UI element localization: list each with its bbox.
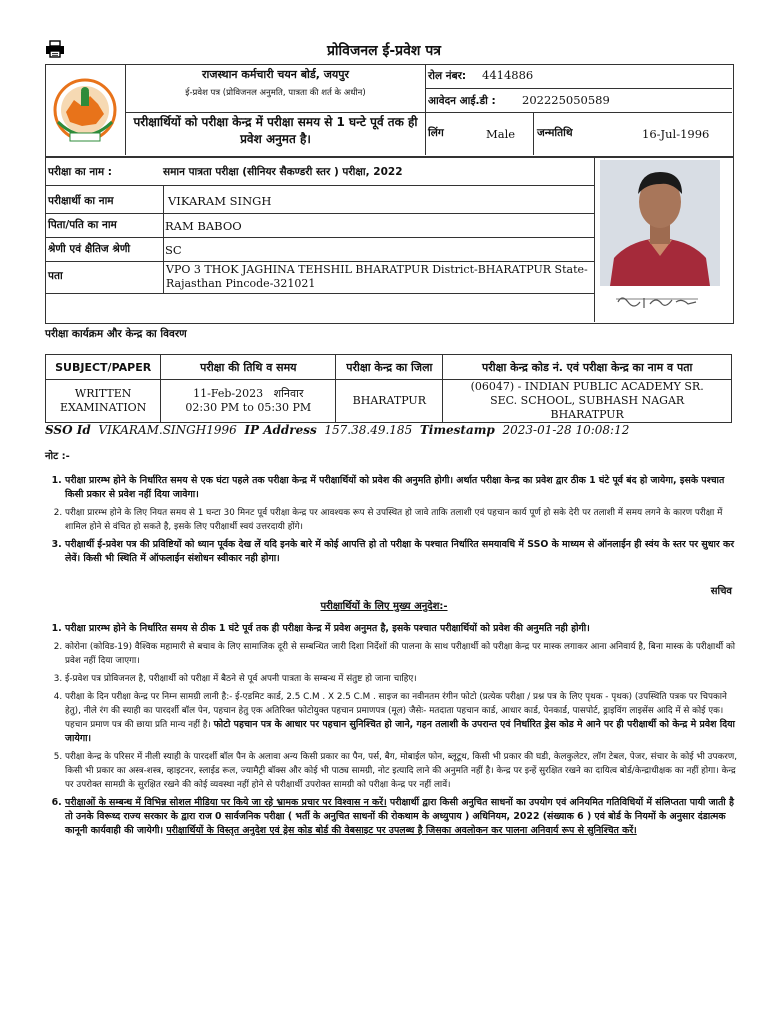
category-label: श्रेणी एवं क्षैतिज श्रेणी — [48, 243, 131, 255]
application-value: 202225050589 — [522, 93, 610, 107]
instruction-item: 5. परीक्षा केन्द्र के परिसर में नीली स्याही के पारदर्शी बॉल पैन के अलावा अन्य किसी प्रकार का पैन, पर्स, बैग, मोबाईल फोन, ब्लूटूथ, किसी भी प्रकार की घडी, केलकुलेटर, लॉग टेबल, पेजर, संचार के कोई भी उपकरण, किसी भी प्रकार का अस्त्र-शस्त्र, व्हाइटनर, स्लाईड रूल, ज्यामैट्री बॉक्स और कोई भी पाठ्य सामग्री, नोट इत्यादि लाने की अनुमति नहीं है। केन्द्र पर इन्हें सुरक्षित रखने का दायित्व बोर्ड/केन्द्राधीक्षक का नहीं होगा। केन्द्र पर उपरोक्त सामग्री के सुरक्षित रखने की कोई व्यवस्था नहीं होने से परीक्षार्थी उपरोक्त सामग्री को परीक्षा केन्द्र पर नहीं लावें। — [65, 750, 737, 792]
candidate-photo — [600, 160, 720, 286]
instruction-item: 2. कोरोना (कोविड-19) वैश्विक महामारी से बचाव के लिए सामाजिक दूरी से सम्बन्धित जारी दिशा निर्देशों की पालना के साथ परीक्षार्थी को परीक्षा केन्द्र पर मास्क लगाकर आना अनिवार्य है, बिना मास्क के परीक्षार्थी को प्रवेश नहीं दिया जाएगा। — [65, 640, 737, 668]
address-value: VPO 3 THOK JAGHINA TEHSHIL BHARATPUR District-BHARATPUR State-Rajasthan Pincode-321021 — [166, 263, 588, 290]
sso-label: SSO Id — [45, 423, 91, 437]
entry-notice: परीक्षार्थियों को परीक्षा केन्द्र में परीक्षा समय से 1 घन्टे पूर्व तक ही प्रवेश अनुमत है। — [133, 115, 418, 146]
candidate-signature — [600, 290, 720, 320]
subject-cell: WRITTEN EXAMINATION — [46, 380, 161, 423]
signature-title: सचिव — [710, 586, 732, 597]
session-info — [45, 423, 629, 437]
table-row — [46, 380, 732, 423]
candidate-name-value: VIKARAM SINGH — [168, 194, 272, 208]
instruction-item: 1. परीक्षा प्रारम्भ होने के निर्धारित समय से ठीक 1 घंटे पूर्व तक ही परीक्षा केन्द्र में प्रवेश अनुमत है, इसके पश्चात परीक्षार्थियों को प्रवेश की अनुमति नही होगी। — [65, 622, 737, 636]
notes-list — [47, 474, 737, 570]
exam-value: समान पात्रता परीक्षा (सीनियर सैकण्डरी स्तर ) परीक्षा, 2022 — [163, 166, 403, 178]
instructions-list — [47, 622, 737, 842]
instruction-item4-bold: फोटो पहचान पत्र के आधार पर पहचान सुनिश्चित हो जाने, गहन तलाशी के उपरान्त एवं निर्धारित ड्रेस कोड मे आने पर ही परीक्षार्थी को केन्द्र मे प्रवेश दिया जायेगा। — [65, 719, 735, 744]
ip-value: 157.38.49.185 — [324, 423, 413, 437]
father-name-value: RAM BABOO — [165, 219, 242, 233]
instruction-item4-text: परीक्षा के दिन परीक्षा केन्द्र पर निम्न सामग्री लानी है:- ई-एडमिट कार्ड, 2.5 C.M . X 2.5 C.M . साइज का नवीनतम रंगीन फोटो (प्रत्येक परीक्षा / प्रश्न पत्र के लिए पृथक - पृथक) (उपस्थिति पत्रक पर चिपकाने हेतु), नीले रंग की स्याही का पारदर्शी बॉल पेन, पहचान हेतु एक अतिरिक्त फोटोयुक्त पहचान प्रमाणपत्र (मूल) जैसेः- मतदाता पहचान कार्ड, आधार कार्ड, पेनकार्ड, पासपोर्ट, ड्राइविंग लाइसेंस आदि में से कोई एक। पहचान प्रमाण पत्र की छाया प्रति मान्य नहीं है। — [65, 692, 727, 730]
note-item: 1. परीक्षा प्रारम्भ होने के निर्धारित समय से एक घंटा पहले तक परीक्षा केन्द्र में परीक्षार्थियों को प्रवेश की अनुमति होगी। अर्थात परीक्षा केन्द्र का प्रवेश द्वार ठीक 1 घंटे पूर्व बंद हो जायेगा, इसके पश्चात किसी प्रकार से प्रवेश नहीं दिया जावेगा। — [65, 474, 737, 502]
instruction-item6-warning: परीक्षाओं के सम्बन्ध में विभिन्न सोशल मीडिया पर किये जा रहे भ्रामक प्रचार पर विश्वास न करें। — [65, 797, 387, 808]
gender-label: लिंग — [428, 127, 444, 139]
application-label: आवेदन आई.डी : — [428, 95, 496, 107]
center-cell: (06047) - INDIAN PUBLIC ACADEMY SR. SEC. SCHOOL, SUBHASH NAGAR BHARATPUR — [443, 380, 732, 423]
datetime-cell — [161, 380, 336, 423]
dob-label: जन्मतिथि — [537, 127, 573, 139]
timestamp-label: Timestamp — [419, 423, 495, 437]
note-item: 2. परीक्षा प्रारम्भ होने के लिए नियत समय से 1 घन्टा 30 मिनट पूर्व परीक्षा केन्द्र पर आवश्यक रूप से उपस्थित हो जावे ताकि तलाशी एवं पहचान कार्य पूर्ण हो सके देरी पर तलाशी में समय लगने के कारण परीक्षा में शामिल होने से वंचित हो सकते है, इसके लिए परीक्षार्थी स्वयं उत्तरदायी होंगे। — [65, 506, 737, 534]
notes-title: नोट :- — [45, 451, 70, 462]
rssb-logo — [52, 70, 118, 152]
instruction-item6-website: परीक्षार्थियों के विस्तृत अनुदेश एवं ड्रेस कोड बोर्ड की वेबसाइट पर उपलब्ध है जिसका अवलोकन कर पालना अनिवार्य रूप से सुनिश्चित करें। — [166, 825, 637, 836]
timestamp-value: 2023-01-28 10:08:12 — [502, 423, 630, 437]
col-datetime: परीक्षा की तिथि व समय — [161, 355, 336, 380]
sso-value: VIKARAM.SINGH1996 — [98, 423, 237, 437]
page-title: प्रोविजनल ई-प्रवेश पत्र — [326, 43, 442, 59]
exam-time: 02:30 PM to 05:30 PM — [185, 401, 312, 414]
father-name-label: पिता/पति का नाम — [48, 219, 117, 231]
ip-label: IP Address — [244, 423, 317, 437]
col-subject: SUBJECT/PAPER — [46, 355, 161, 380]
col-center: परीक्षा केन्द्र कोड नं. एवं परीक्षा केन्द्र का नाम व पता — [443, 355, 732, 380]
instruction-item — [65, 796, 737, 838]
gender-value: Male — [486, 127, 516, 141]
district-cell: BHARATPUR — [336, 380, 443, 423]
col-district: परीक्षा केन्द्र का जिला — [336, 355, 443, 380]
board-name: राजस्थान कर्मचारी चयन बोर्ड, जयपुर — [201, 68, 350, 81]
address-label: पता — [48, 270, 63, 282]
roll-value: 4414886 — [482, 68, 534, 82]
instruction-item6-text: परीक्षार्थी द्वारा किसी अनुचित साधनों का उपयोग एवं अनियमित गतिविधियों में संलिप्तता पायी जाती है तो उनके विरूध्द राज्य सरकार के द्वारा राज 0 सार्वजनिक परीक्षा ( भर्ती के अनुचित साधनों की रोकथाम के अध्युपाय ) अधिनियम, 2022 (संख्याक 6 ) एवं बोर्ड के नियमों के अनुसार दंडात्मक कानूनी कार्यवाही की जायेगी। — [65, 797, 734, 836]
instruction-item: 3. ई-प्रवेश पत्र प्रोविजनल है, परीक्षार्थी को परीक्षा में बैठने से पूर्व अपनी पात्रता के सम्बन्ध में संतुष्ट हो जाना चाहिए। — [65, 672, 737, 686]
roll-label: रोल नंबर: — [428, 70, 467, 82]
candidate-name-label: परीक्षार्थी का नाम — [48, 195, 114, 207]
instruction-item — [65, 690, 737, 746]
category-value: SC — [165, 243, 182, 257]
dob-value: 16-Jul-1996 — [642, 127, 710, 141]
instructions-title: परीक्षार्थियों के लिए मुख्य अनुदेश:- — [320, 601, 448, 612]
schedule-section-title: परीक्षा कार्यक्रम और केन्द्र का विवरण — [45, 328, 187, 340]
board-subtitle: ई-प्रवेश पत्र (प्रोविजनल अनुमति, पात्रता की शर्त के अधीन) — [185, 88, 366, 98]
exam-date: 11-Feb-2023 शनिवार — [193, 387, 304, 400]
note-item: 3. परीक्षार्थी ई-प्रवेश पत्र की प्रविष्टियों को ध्यान पूर्वक देख लें यदि इनके बारे में कोई आपत्ति हो तो परीक्षा के पश्चात निर्धारित समयावधि में SSO के माध्यम से ऑनलाईन ही स्वंय के स्तर पर सुधार कर लेवें। किसी भी स्थिति में ऑफलाईन संशोधन स्वीकार नही होगा। — [65, 538, 737, 566]
schedule-table — [45, 354, 732, 423]
exam-label: परीक्षा का नाम : — [48, 166, 113, 178]
